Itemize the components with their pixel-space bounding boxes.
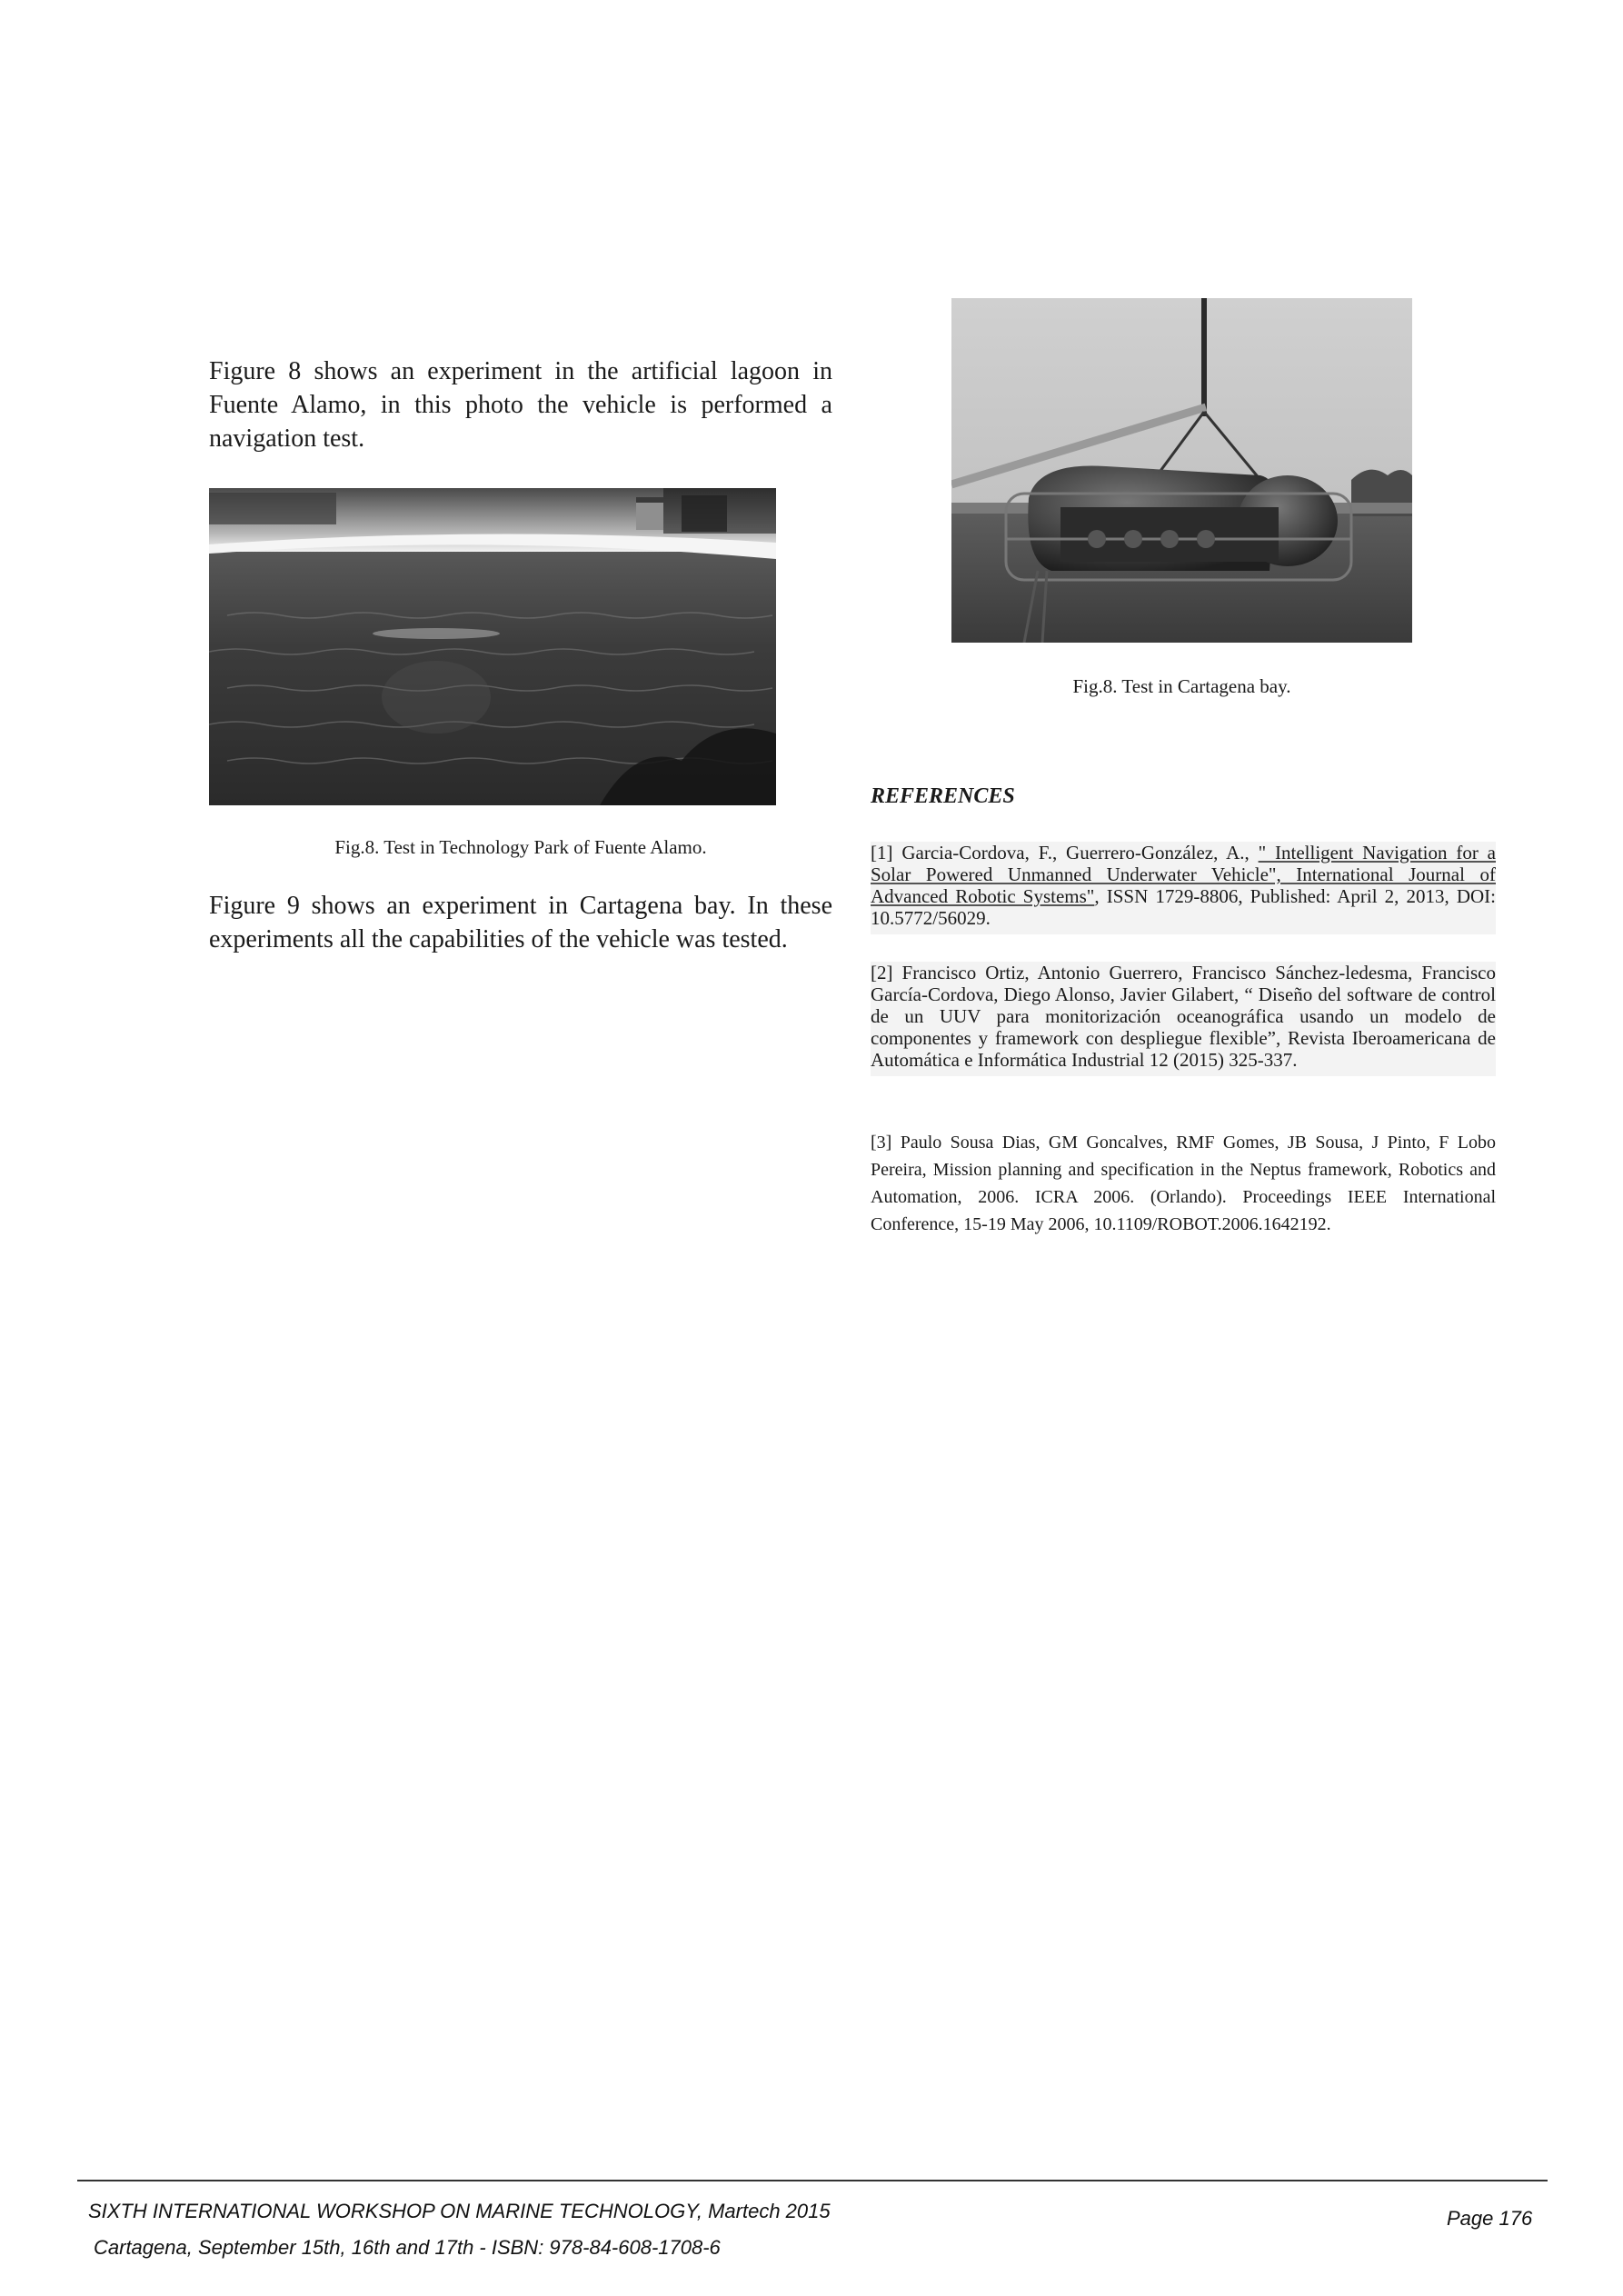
reference-1 [871, 842, 1496, 934]
footer-isbn: Cartagena, September 15th, 16th and 17th - ISBN: 978-84-608-1708-6 [94, 2236, 721, 2259]
footer-divider [77, 2180, 1548, 2181]
bay-photo-graphic [951, 298, 1412, 643]
lagoon-photo-graphic [209, 488, 776, 805]
reference-3: [3] Paulo Sousa Dias, GM Goncalves, RMF Gomes, JB Sousa, J Pinto, F Lobo Pereira, Mission planning and specification in the Neptus framework, Robotics and Automation, 2006. ICRA 2006. (Orlando). Proceedings IEEE International Conference, 15-19 May 2006, 10.1109/ROBOT.2006.1642192. [871, 1133, 1496, 1234]
reference-2: [2] Francisco Ortiz, Antonio Guerrero, Francisco Sánchez-ledesma, Francisco García-Cordova, Diego Alonso, Javier Gilabert, “ Diseño del software de control de un UUV para monitorización oceanográfica usando un modelo de componentes y framework con despliegue flexible”, Revista Iberoamericana de Automática e Informática Industrial 12 (2015) 325-337. [871, 962, 1496, 1076]
footer-page-number: Page 176 [1447, 2207, 1533, 2230]
paragraph-figure-9: Figure 9 shows an experiment in Cartagena bay. In these experiments all the capabilities of the vehicle was tested. [209, 892, 832, 953]
reference-1-details: , ISSN 1729-8806, Published: April 2, 2013, DOI: 10.5772/56029. [871, 885, 1496, 929]
figure-caption-bay: Fig.8. Test in Cartagena bay. [1072, 675, 1291, 697]
lagoon-test-photo [209, 488, 776, 805]
paragraph-figure-8: Figure 8 shows an experiment in the artificial lagoon in Fuente Alamo, in this photo the vehicle is performed a navigation test. [209, 357, 832, 453]
bay-test-photo [951, 298, 1412, 643]
footer-workshop-title: SIXTH INTERNATIONAL WORKSHOP ON MARINE TECHNOLOGY, Martech 2015 [88, 2200, 831, 2222]
figure-caption-lagoon: Fig.8. Test in Technology Park of Fuente Alamo. [334, 836, 707, 858]
references-heading: REFERENCES [871, 784, 1015, 808]
reference-1-link[interactable]: " Intelligent Navigation for a Solar Powered Unmanned Underwater Vehicle", International Journal of Advanced Robotic Systems" [871, 842, 1497, 907]
reference-1-authors: [1] Garcia-Cordova, F., Guerrero-González, A., [871, 842, 1259, 863]
